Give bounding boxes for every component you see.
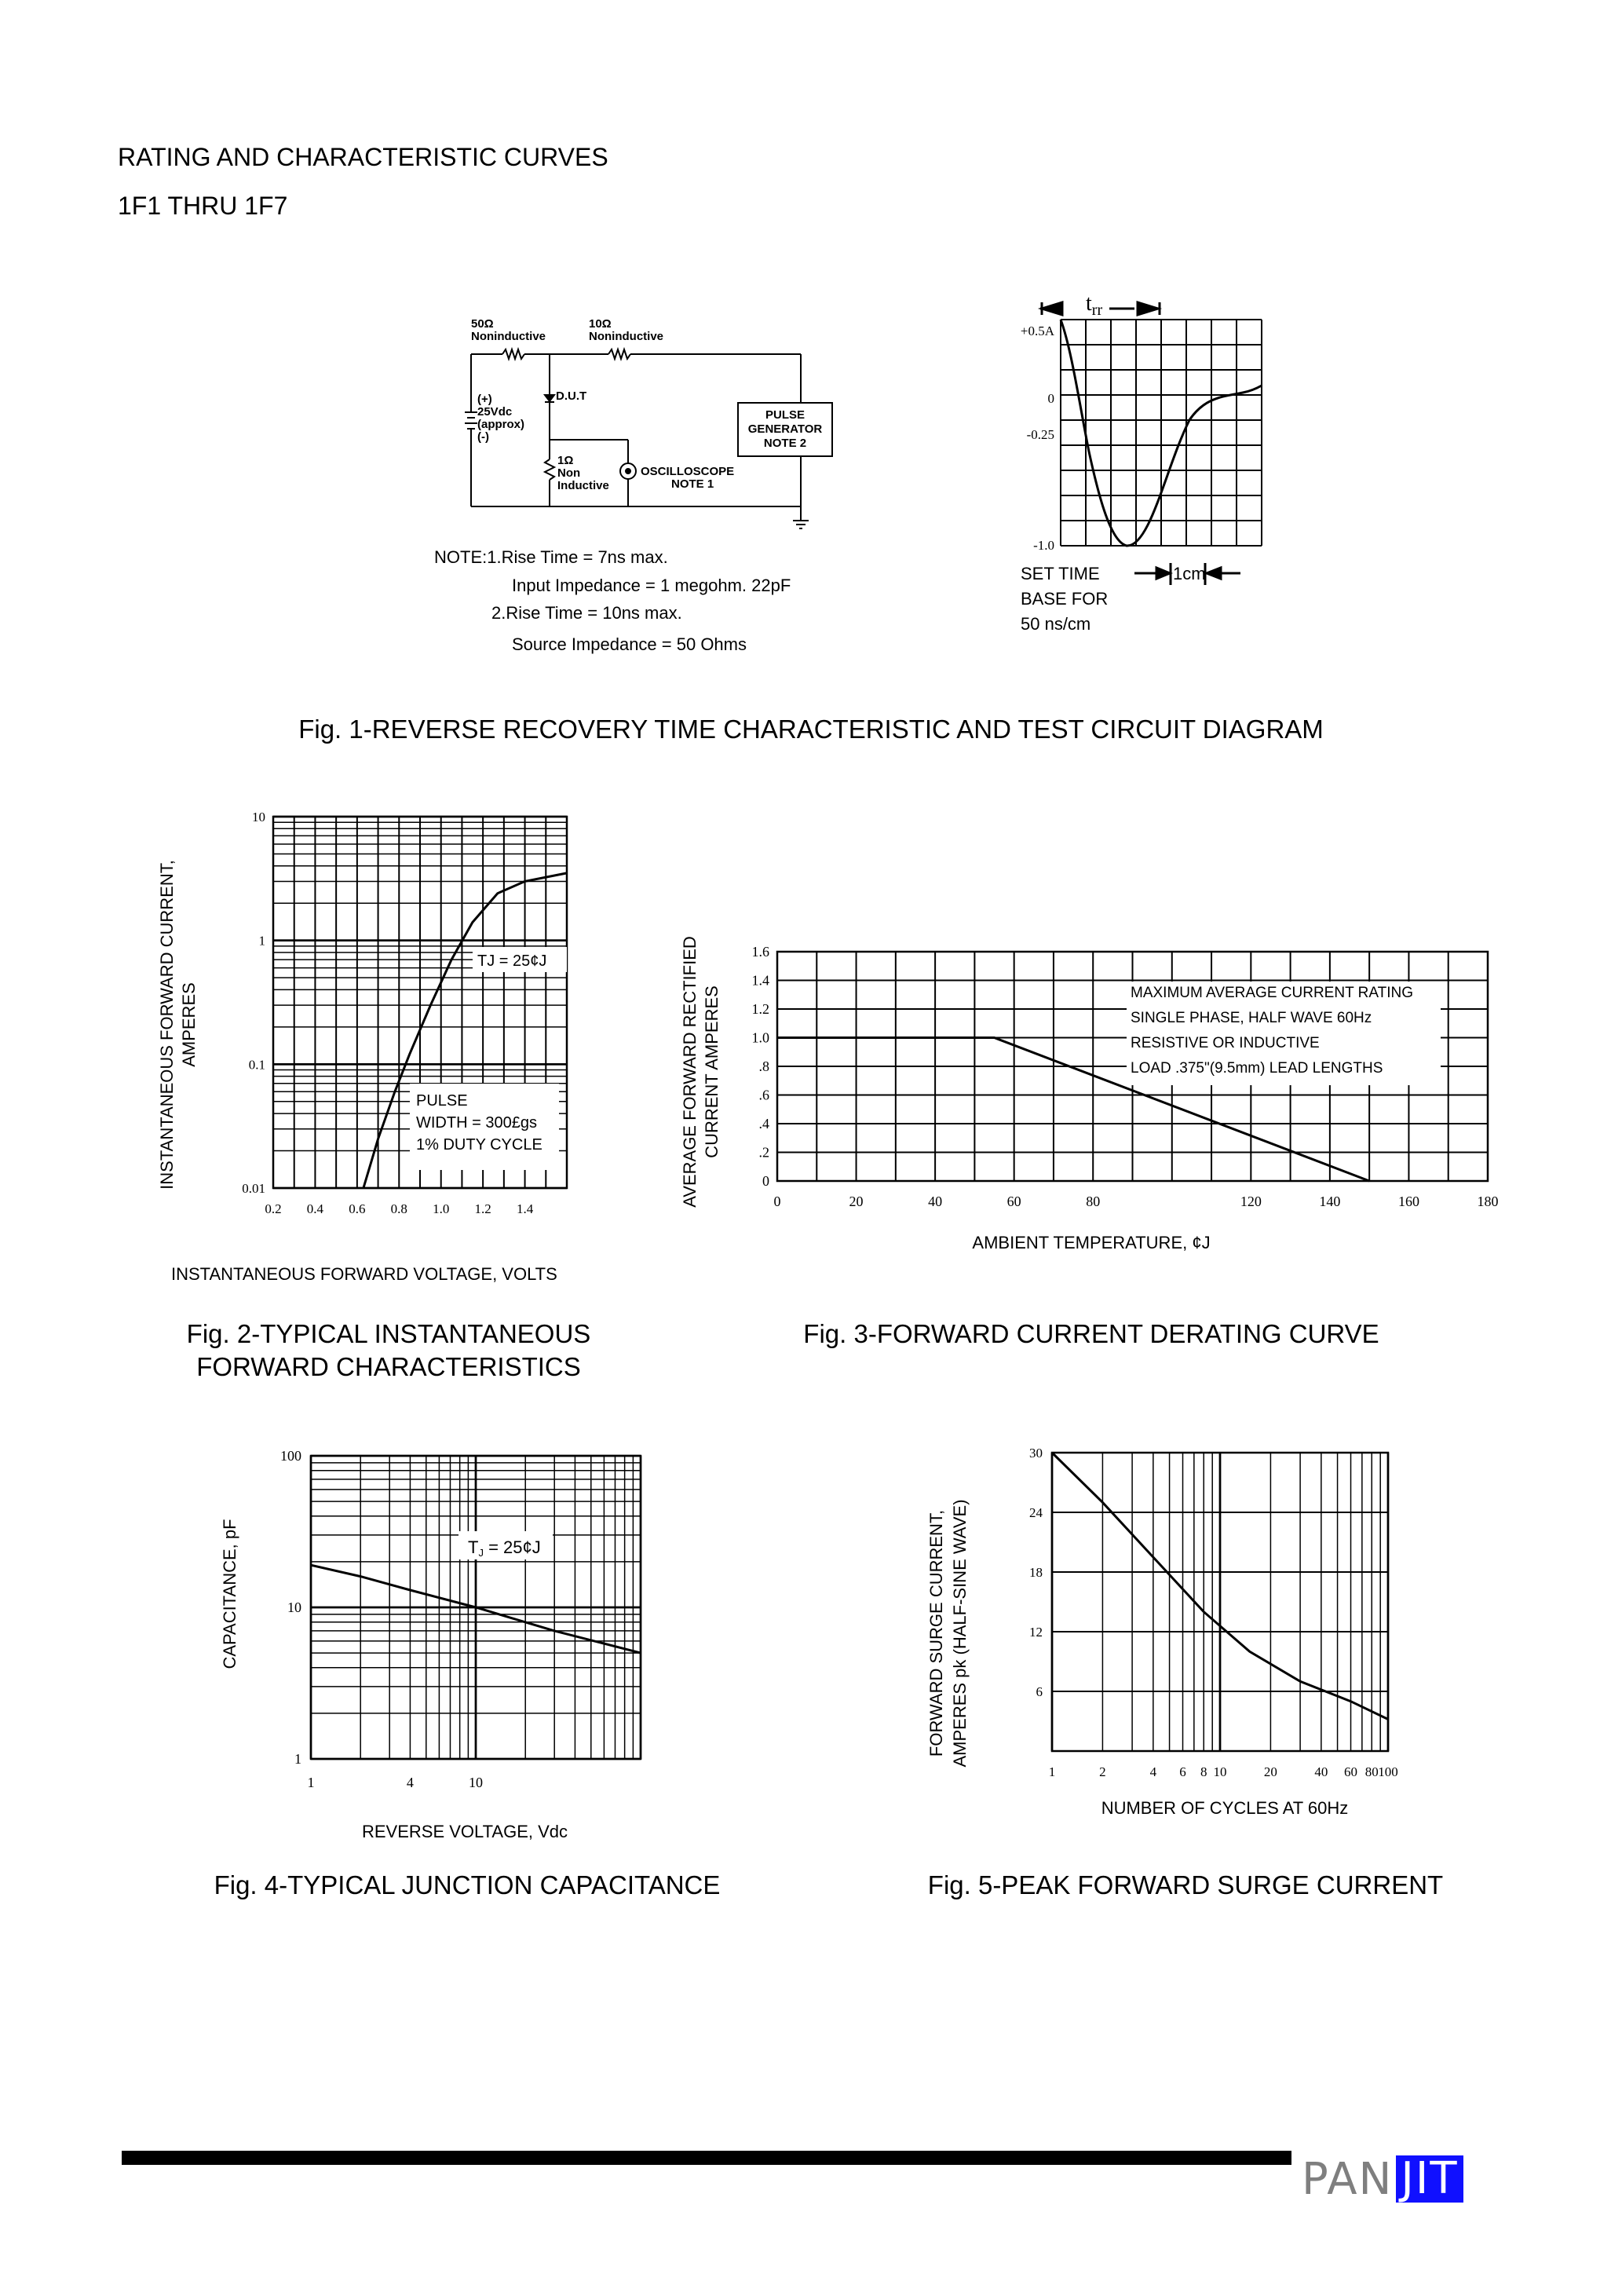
fig3-y-tick: .8 — [758, 1058, 769, 1074]
r1-value: 50Ω — [471, 317, 494, 331]
fig3-x-tick: 80 — [1086, 1194, 1101, 1209]
wf-y-label-05: +0.5A — [1020, 324, 1054, 338]
fig4-annot: TJ = 25¢J — [468, 1537, 541, 1559]
pulse-gen-line3: NOTE 2 — [763, 437, 807, 450]
r3-type2: Inductive — [557, 479, 609, 492]
note-3: 2.Rise Time = 10ns max. — [491, 603, 682, 623]
fig3-x-tick: 40 — [928, 1194, 943, 1209]
fig3-annot-3: RESISTIVE OR INDUCTIVE — [1131, 1035, 1320, 1051]
fig5-ylabel-2: AMPERES pk (HALF-SINE WAVE) — [950, 1499, 970, 1768]
fig3-x-tick: 20 — [849, 1194, 864, 1209]
fig4-y-tick: 10 — [287, 1600, 301, 1615]
fig5-x-tick: 100 — [1378, 1764, 1398, 1779]
reverse-recovery-waveform — [954, 279, 1268, 648]
scope-line2: NOTE 1 — [671, 477, 714, 491]
scope-line1: OSCILLOSCOPE — [641, 465, 735, 478]
fig2-pulse-2: WIDTH = 300£gs — [416, 1114, 537, 1132]
page-title: RATING AND CHARACTERISTIC CURVES — [118, 143, 608, 171]
fig3-annot-4: LOAD .375"(9.5mm) LEAD LENGTHS — [1131, 1060, 1383, 1077]
fig5-x-tick: 80 — [1364, 1764, 1379, 1779]
fig3-xlabel: AMBIENT TEMPERATURE, ¢J — [972, 1233, 1211, 1252]
fig4-caption: Fig. 4-TYPICAL JUNCTION CAPACITANCE — [214, 1870, 721, 1899]
pulse-gen-line1: PULSE — [765, 408, 806, 422]
trr-label: $t_{rr}$ — [1086, 291, 1103, 319]
fig3-y-tick: 1.2 — [751, 1001, 769, 1017]
supply-approx: (approx) — [477, 418, 524, 431]
fig3-ylabel-2: CURRENT AMPERES — [702, 985, 721, 1158]
fig3-y-tick: 0 — [762, 1173, 769, 1189]
fig2-y-tick: 1 — [258, 933, 265, 949]
fig3-y-tick: .6 — [758, 1087, 769, 1103]
fig3-chart — [667, 919, 1500, 1264]
fig3-x-tick: 0 — [773, 1194, 781, 1209]
fig2-ylabel-2: AMPERES — [179, 982, 199, 1067]
r2-value: 10Ω — [589, 317, 612, 331]
r3-type1: Non — [557, 466, 581, 480]
resistor-10-symbol — [608, 349, 630, 359]
fig3-y-tick: 1.4 — [751, 972, 769, 989]
fig5-y-tick: 18 — [1029, 1565, 1043, 1580]
r1-type: Noninductive — [471, 330, 546, 343]
fig3-annot-2: SINGLE PHASE, HALF WAVE 60Hz — [1131, 1010, 1372, 1026]
fig4-x-tick: 4 — [406, 1775, 414, 1790]
set-time-2: BASE FOR — [1021, 589, 1109, 609]
fig2-xlabel: INSTANTANEOUS FORWARD VOLTAGE, VOLTS — [171, 1264, 557, 1284]
one-cm-label: 1cm — [1173, 564, 1206, 583]
fig5-y-tick: 12 — [1029, 1625, 1043, 1640]
r2-type: Noninductive — [589, 330, 664, 343]
wf-y-label-025: -0.25 — [1026, 427, 1054, 442]
fig2-y-tick: 10 — [252, 810, 265, 824]
fig5-caption: Fig. 5-PEAK FORWARD SURGE CURRENT — [927, 1870, 1444, 1899]
fig4-xlabel: REVERSE VOLTAGE, Vdc — [361, 1822, 568, 1841]
fig3-y-tick: .4 — [758, 1116, 769, 1132]
fig2-x-tick: 0.2 — [265, 1201, 282, 1216]
page-subtitle: 1F1 THRU 1F7 — [118, 192, 288, 220]
fig2-pulse-3: 1% DUTY CYCLE — [416, 1136, 542, 1153]
fig2-x-tick: 1.2 — [474, 1201, 491, 1216]
fig5-y-tick: 24 — [1029, 1505, 1043, 1520]
wf-y-label-10: -1.0 — [1033, 538, 1054, 553]
cm-left-arrow — [1207, 568, 1221, 579]
supply-minus: (-) — [477, 430, 489, 444]
dut-label: D.U.T — [556, 389, 587, 403]
fig3-y-tick: .2 — [758, 1144, 769, 1161]
fig4-y-tick: 1 — [294, 1751, 301, 1767]
fig4-y-tick: 100 — [280, 1448, 301, 1464]
fig4-chart — [212, 1429, 667, 1853]
fig5-x-tick: 2 — [1099, 1764, 1106, 1779]
fig5-xlabel: NUMBER OF CYCLES AT 60Hz — [1101, 1798, 1349, 1818]
set-time-1: SET TIME — [1021, 564, 1100, 583]
supply-value: 25Vdc — [477, 405, 513, 419]
fig2-pulse-1: PULSE — [416, 1092, 468, 1110]
note-4: Source Impedance = 50 Ohms — [512, 634, 747, 654]
brand-jit: JIT — [1396, 2155, 1463, 2203]
fig4-x-tick: 1 — [307, 1775, 315, 1790]
fig5-chart — [911, 1429, 1429, 1822]
fig2-x-tick: 0.8 — [390, 1201, 407, 1216]
note-2: Input Impedance = 1 megohm. 22pF — [512, 576, 791, 595]
fig2-caption-2: FORWARD CHARACTERISTICS — [196, 1352, 581, 1381]
fig2-x-tick: 1.4 — [516, 1201, 534, 1216]
fig3-annot-1: MAXIMUM AVERAGE CURRENT RATING — [1131, 985, 1413, 1001]
fig5-ylabel-1: FORWARD SURGE CURRENT, — [926, 1509, 946, 1757]
test-circuit-diagram — [455, 310, 864, 538]
fig2-x-tick: 0.6 — [349, 1201, 366, 1216]
r3-value: 1Ω — [557, 454, 574, 467]
fig5-x-tick: 8 — [1200, 1764, 1207, 1779]
supply-plus: (+) — [477, 393, 492, 406]
trr-right-arrow — [1138, 302, 1158, 315]
fig3-y-tick: 1.0 — [751, 1029, 769, 1046]
footer-rule — [122, 2151, 1291, 2165]
fig2-chart — [149, 793, 620, 1280]
fig2-ylabel-1: INSTANTANEOUS FORWARD CURRENT, — [157, 860, 177, 1190]
fig3-x-tick: 140 — [1319, 1194, 1341, 1209]
fig1-caption: Fig. 1-REVERSE RECOVERY TIME CHARACTERISTIC AND TEST CIRCUIT DIAGRAM — [298, 715, 1324, 744]
fig5-x-tick: 1 — [1048, 1764, 1056, 1779]
note-1: NOTE:1.Rise Time = 7ns max. — [434, 547, 668, 567]
fig5-x-tick: 20 — [1263, 1764, 1277, 1779]
fig4-x-tick: 10 — [469, 1775, 483, 1790]
fig5-y-tick: 30 — [1029, 1446, 1043, 1461]
fig5-x-tick: 60 — [1344, 1764, 1358, 1779]
fig2-y-tick: 0.01 — [242, 1181, 265, 1196]
fig3-ylabel-1: AVERAGE FORWARD RECTIFIED — [680, 936, 700, 1208]
fig4-ylabel: CAPACITANCE, pF — [220, 1519, 239, 1669]
fig5-x-tick: 6 — [1179, 1764, 1186, 1779]
set-time-3: 50 ns/cm — [1021, 614, 1091, 634]
fig3-x-tick: 160 — [1397, 1194, 1419, 1209]
fig2-y-tick: 0.1 — [248, 1057, 265, 1073]
fig2-x-tick: 0.4 — [306, 1201, 324, 1216]
fig3-caption: Fig. 3-FORWARD CURRENT DERATING CURVE — [803, 1319, 1379, 1348]
fig5-x-tick: 40 — [1314, 1764, 1328, 1779]
wf-y-label-0: 0 — [1047, 391, 1054, 406]
pulse-gen-line2: GENERATOR — [747, 422, 823, 436]
fig5-x-tick: 10 — [1213, 1764, 1227, 1779]
cm-right-arrow — [1156, 568, 1170, 579]
fig3-x-tick: 180 — [1477, 1194, 1499, 1209]
trr-left-arrow — [1042, 302, 1062, 315]
fig3-y-tick: 1.6 — [751, 944, 769, 960]
fig2-x-tick: 1.0 — [433, 1201, 450, 1216]
fig5-x-tick: 4 — [1149, 1764, 1157, 1779]
brand-pan: PAN — [1302, 2153, 1394, 2205]
fig5-y-tick: 6 — [1036, 1684, 1043, 1699]
fig3-x-tick: 60 — [1006, 1194, 1021, 1209]
fig3-x-tick: 120 — [1240, 1194, 1262, 1209]
fig2-caption-1: Fig. 2-TYPICAL INSTANTANEOUS — [186, 1319, 591, 1348]
brand-logo — [1302, 2155, 1463, 2203]
fig2-tj-annot: TJ = 25¢J — [477, 952, 547, 970]
resistor-50-symbol — [502, 349, 524, 359]
